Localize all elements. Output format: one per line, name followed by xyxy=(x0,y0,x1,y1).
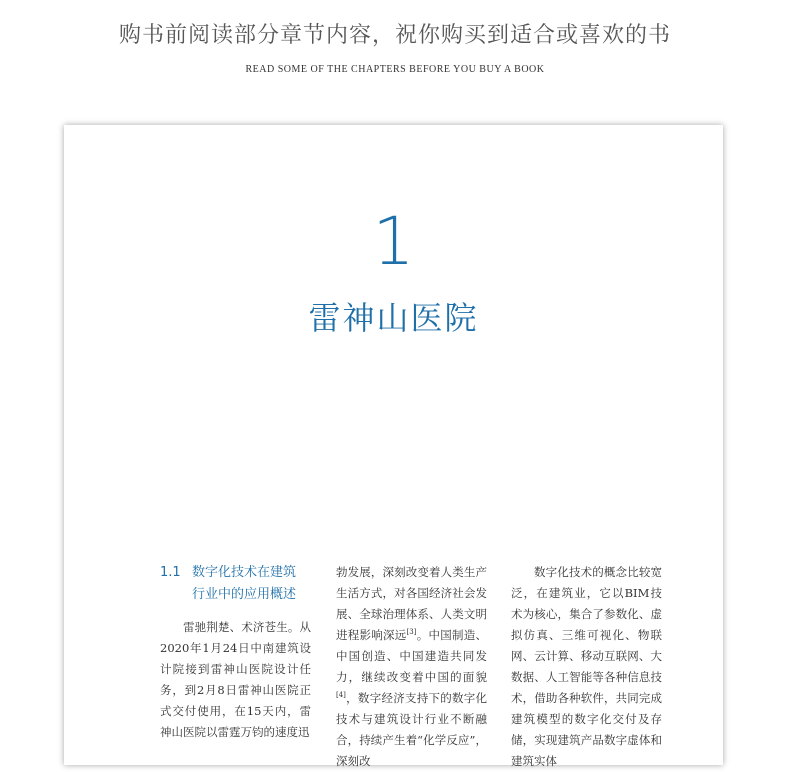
section-number: 1.1 xyxy=(160,565,181,580)
section-title-line1: 数字化技术在建筑 xyxy=(192,565,297,580)
header-title-cn: 购书前阅读部分章节内容，祝你购买到适合或喜欢的书 xyxy=(118,23,671,48)
body-text-2c: ，数字经济支持下的数字化技术与建筑设计行业不断融合，持续产生着“化学反应”，深刻改 xyxy=(336,691,487,768)
text-column-3 xyxy=(511,562,662,772)
body-text-2b: 。中国制造、中国创造、中国建造共同发力，继续改变着中国的面貌 xyxy=(336,628,488,684)
body-paragraph-3: 数字化技术的概念比较宽泛，在建筑业，它以BIM技术为核心，集合了参数化、虚拟仿真、三维可视化、物联网、云计算、移动互联网、大数据、人工智能等各种信息技术，借助各种软件，共同完成建筑模型的数字化交付及存储，实现建筑产品数字虚体和建筑实体 xyxy=(511,565,662,768)
text-column-1 xyxy=(160,562,311,743)
text-column-2 xyxy=(336,562,487,772)
reference-mark-4: [4] xyxy=(336,691,346,699)
header-title-en: READ SOME OF THE CHAPTERS BEFORE YOU BUY A BOOK xyxy=(245,64,545,75)
section-title-line2: 行业中的应用概述 xyxy=(192,587,297,602)
body-text-2a: 勃发展，深刻改变着人类生产生活方式，对各国经济社会发展、全球治理体系、人类文明进程影响深远 xyxy=(336,565,487,642)
chapter-title: 雷神山医院 xyxy=(308,299,479,337)
reference-mark-3: [3] xyxy=(406,628,417,636)
body-paragraph-1: 雷驰荆楚、术济苍生。从2020年1月24日中南建筑设计院接到雷神山医院设计任务，到2月8日雷神山医院正式交付使用，在15天内，雷神山医院以雷霆万钧的速度迅 xyxy=(160,620,311,739)
book-page xyxy=(64,125,723,768)
section-heading xyxy=(160,562,311,606)
body-paragraph-2 xyxy=(336,562,487,772)
section-title xyxy=(192,562,311,606)
chapter-number: 1 xyxy=(372,203,415,280)
